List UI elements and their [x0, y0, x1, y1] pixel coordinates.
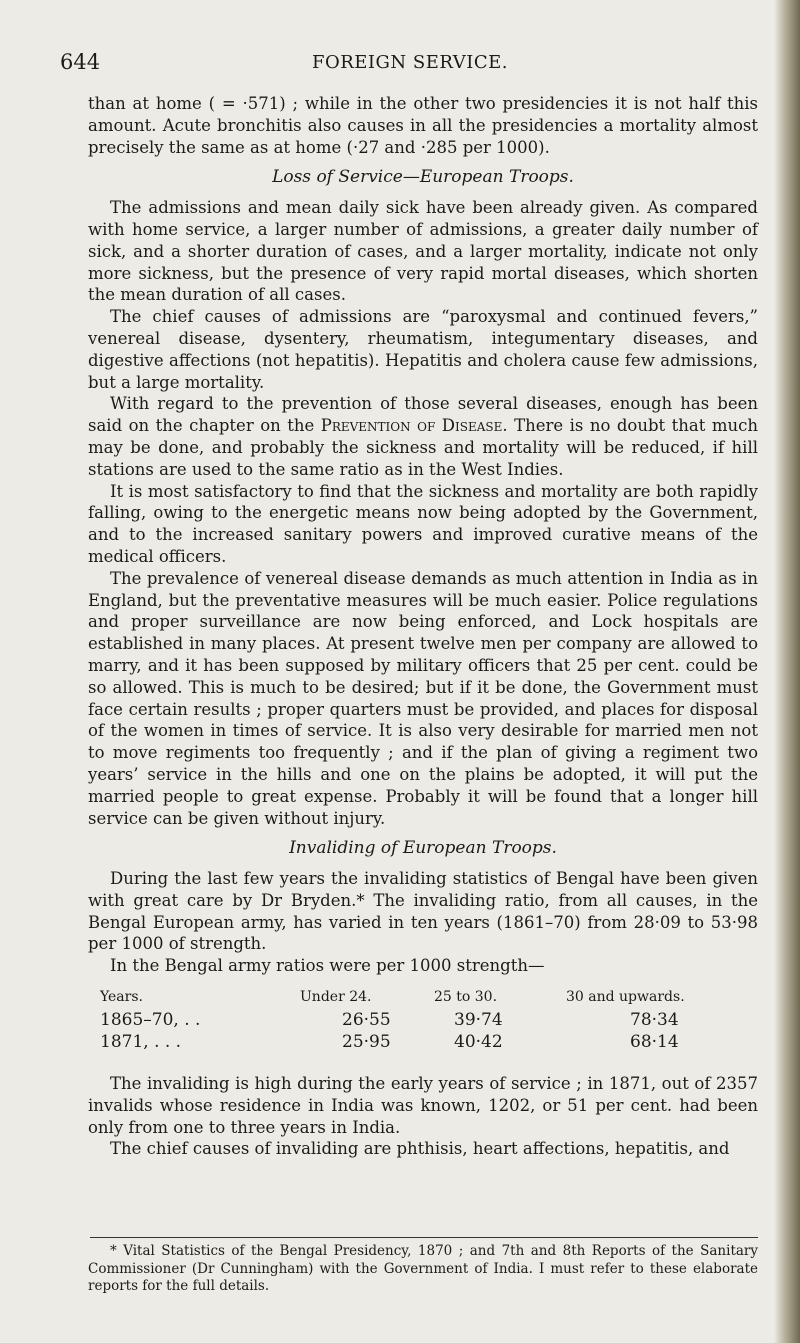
section-heading: Invaliding of European Troops.	[289, 838, 557, 859]
paragraph: The chief causes of admissions are “paroxysmal and continued fevers,” venereal disease, dysentery, rheumatism, integumentary diseases, and digestive affections (not hepatitis). Hepatitis and cholera cause few admissions, but a large mortality.	[88, 307, 758, 392]
table-header-cell: 30 and upwards.	[566, 989, 685, 1006]
table-header-row	[88, 987, 758, 1009]
paragraph: During the last few years the invaliding statistics of Bengal have been given with great care by Dr Bryden.* The invaliding ratio, from all causes, in the Bengal European army, has varied in ten years (1861–70) from 28·09 to 53·98 per 1000 of strength.	[88, 869, 758, 954]
table-cell: 25·95	[342, 1032, 391, 1053]
table-header-cell: 25 to 30.	[434, 989, 498, 1006]
section-heading: Loss of Service—European Troops.	[272, 167, 574, 188]
small-caps-reference: Prevention of Disease	[320, 416, 503, 436]
page-spine-shadow	[774, 0, 800, 1343]
body-text	[88, 93, 758, 1160]
text-span: . There is no doubt that much may be done, and probably the sickness and mortality will be reduced, if hill stations are used to the same ratio as in the West Indies.	[88, 416, 759, 479]
table-row	[88, 1010, 758, 1032]
text-span: With regard to the prevention of those several diseases, enough has been said on the chapter on the	[88, 394, 758, 436]
page-header	[60, 50, 760, 80]
table-header-cell: Under 24.	[300, 989, 372, 1006]
running-head: FOREIGN SERVICE.	[311, 52, 509, 73]
table-cell: 40·42	[454, 1032, 503, 1053]
table-cell: 26·55	[342, 1010, 391, 1031]
paragraph: The chief causes of invaliding are phthisis, heart affections, hepatitis, and	[110, 1139, 730, 1159]
table-cell: 1871, . . .	[100, 1032, 182, 1053]
paragraph: The prevalence of venereal disease demands as much attention in India as in England, but the preventative measures will be much easier. Police regulations and proper surveillance are now being enforced, and Lock hospitals are established in many places. At present twelve men per company are allowed to marry, and it has been supposed by military officers that 25 per cent. could be so allowed. This is much to be desired; but if it be done, the Government must face certain results ; proper quarters must be provided, and places for disposal of the women in times of service. It is also very desirable for married men not to move regiments too frequently ; and if the plan of giving a regiment two years’ service in the hills and one on the plains be adopted, it will put the married people to great expense. Probably it will be found that a longer hill service can be given without injury.	[88, 568, 758, 828]
paragraph: In the Bengal army ratios were per 1000 strength—	[110, 956, 545, 976]
paragraph: The invaliding is high during the early years of service ; in 1871, out of 2357 invalids whose residence in India was known, 1202, or 51 per cent. had been only from one to three years in India.	[88, 1074, 758, 1137]
paragraph: The admissions and mean daily sick have been already given. As compared with home service, a larger number of admissions, a greater daily number of sick, and a shorter duration of cases, and a larger mortality, indicate not only more sickness, but the presence of very rapid mortal diseases, which shorten the mean duration of all cases.	[88, 198, 758, 305]
table-cell: 1865–70, . .	[100, 1010, 201, 1031]
table-cell: 78·34	[630, 1010, 679, 1031]
table-row	[88, 1032, 758, 1054]
invaliding-table	[88, 987, 758, 1059]
table-cell: 68·14	[630, 1032, 679, 1053]
footnote-divider	[90, 1237, 758, 1238]
table-cell: 39·74	[454, 1010, 503, 1031]
page-number: 644	[60, 50, 101, 74]
paragraph: than at home ( = ·571) ; while in the other two presidencies it is not half this amount. Acute bronchitis also causes in all the presidencies a mortality almost precisely the same as at home (·27 and ·285 per 1000).	[88, 94, 758, 157]
table-header-cell: Years.	[100, 989, 143, 1006]
paragraph	[88, 393, 758, 480]
paragraph: It is most satisfactory to find that the sickness and mortality are both rapidly falling, owing to the energetic means now being adopted by the Government, and to the increased sanitary powers and improved curative means of the medical officers.	[88, 481, 758, 566]
footnote: * Vital Statistics of the Bengal Presidency, 1870 ; and 7th and 8th Reports of the Sanitary Commissioner (Dr Cunningham) with the Government of India. I must refer to these elaborate reports for the full details.	[88, 1243, 758, 1294]
